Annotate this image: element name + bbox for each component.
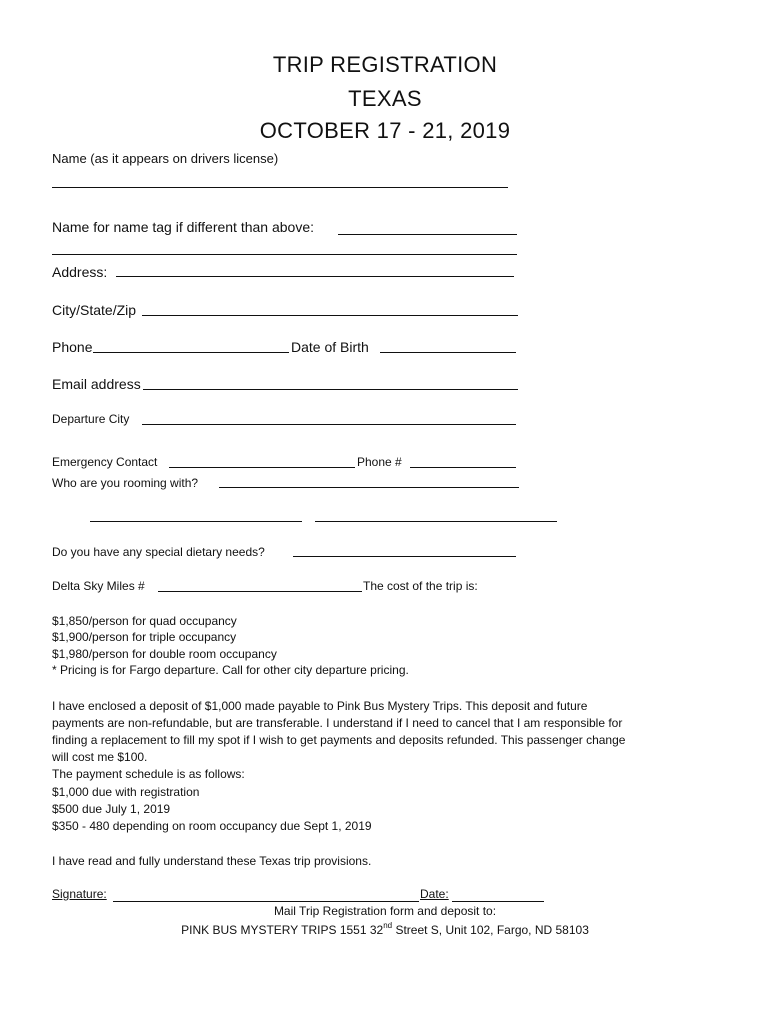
nametag-label: Name for name tag if different than above: — [52, 219, 315, 235]
departure-city-field[interactable] — [142, 424, 516, 425]
rooming-field[interactable] — [219, 487, 519, 488]
name-field[interactable] — [52, 187, 508, 188]
form-title: TRIP REGISTRATION — [272, 52, 498, 77]
price-quad: $1,850/person for quad occupancy — [52, 614, 237, 628]
city-state-zip-label: City/State/Zip — [52, 302, 137, 318]
mailing-address-suffix: Street S, Unit 102, Fargo, ND 58103 — [392, 923, 589, 937]
email-label: Email address — [52, 376, 141, 392]
roommate-field-1[interactable] — [90, 521, 302, 522]
nametag-field-line2[interactable] — [52, 254, 517, 255]
acknowledge-text: I have read and fully understand these Texas trip provisions. — [52, 854, 372, 868]
skymiles-label: Delta Sky Miles # — [52, 579, 145, 593]
dob-field[interactable] — [380, 352, 516, 353]
schedule-item: $350 - 480 depending on room occupancy due Sept 1, 2019 — [52, 819, 372, 833]
form-state: TEXAS — [348, 86, 422, 111]
phone-label: Phone — [52, 339, 93, 355]
signature-label: Signature: — [52, 887, 107, 901]
email-field[interactable] — [143, 389, 518, 390]
schedule-item: $500 due July 1, 2019 — [52, 802, 171, 816]
dietary-label: Do you have any special dietary needs? — [52, 545, 265, 559]
signature-field[interactable] — [113, 901, 419, 902]
pricing-note: * Pricing is for Fargo departure. Call for other city departure pricing. — [52, 663, 409, 677]
rooming-label: Who are you rooming with? — [52, 476, 199, 490]
nametag-field[interactable] — [338, 234, 517, 235]
emergency-phone-label: Phone # — [357, 455, 402, 469]
cost-label: The cost of the trip is: — [363, 579, 478, 593]
emergency-contact-field[interactable] — [169, 467, 355, 468]
terms-line: payments are non-refundable, but are transferable. I understand if I need to cancel that I am responsible for — [52, 716, 623, 730]
terms-line: finding a replacement to fill my spot if I wish to get payments and deposits refunded. This passenger change — [52, 733, 626, 747]
emergency-contact-label: Emergency Contact — [52, 455, 158, 469]
address-field[interactable] — [116, 276, 514, 277]
terms-line: I have enclosed a deposit of $1,000 made payable to Pink Bus Mystery Trips. This deposit and future — [52, 699, 588, 713]
schedule-heading: The payment schedule is as follows: — [52, 767, 245, 781]
city-state-zip-field[interactable] — [142, 315, 518, 316]
mail-instruction: Mail Trip Registration form and deposit to: — [273, 904, 497, 918]
name-label: Name (as it appears on drivers license) — [52, 151, 279, 166]
price-double: $1,980/person for double room occupancy — [52, 647, 277, 661]
schedule-item: $1,000 due with registration — [52, 785, 200, 799]
date-field[interactable] — [452, 901, 544, 902]
mailing-address — [0, 921, 770, 937]
form-dates: OCTOBER 17 - 21, 2019 — [259, 118, 511, 143]
departure-city-label: Departure City — [52, 412, 130, 426]
phone-field[interactable] — [93, 352, 289, 353]
skymiles-field[interactable] — [158, 591, 362, 592]
mailing-address-prefix: PINK BUS MYSTERY TRIPS 1551 32 — [181, 923, 384, 937]
ordinal-suffix: nd — [383, 921, 393, 930]
emergency-phone-field[interactable] — [410, 467, 516, 468]
address-label: Address: — [52, 264, 108, 280]
price-triple: $1,900/person for triple occupancy — [52, 630, 237, 644]
dietary-field[interactable] — [293, 556, 516, 557]
date-label: Date: — [420, 887, 449, 901]
roommate-field-2[interactable] — [315, 521, 557, 522]
dob-label: Date of Birth — [291, 339, 369, 355]
terms-line: will cost me $100. — [52, 750, 148, 764]
